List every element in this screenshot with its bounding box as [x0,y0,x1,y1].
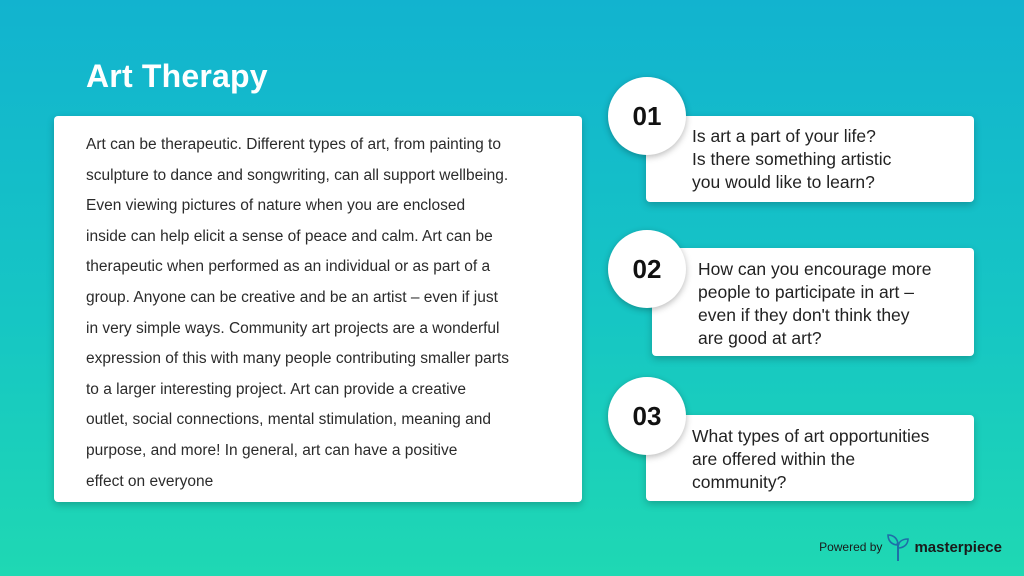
body-line: sculpture to dance and songwriting, can all support wellbeing. [86,166,509,184]
powered-by-badge[interactable] [819,532,1002,562]
body-line: group. Anyone can be creative and be an artist – even if just [86,288,498,306]
question-line: How can you encourage more [698,259,932,279]
question-line: Is art a part of your life? [692,126,876,146]
body-line: Even viewing pictures of nature when you are enclosed [86,197,466,215]
question-line: Is there something artistic [692,149,892,169]
question-line: are good at art? [698,328,822,348]
question-text-3 [692,425,929,494]
question-number-1: 01 [608,77,686,155]
question-line: community? [692,472,787,492]
powered-by-label: Powered by [819,540,883,554]
masterpiece-sprout-icon [886,532,910,562]
question-line: are offered within the [692,449,856,469]
question-card-2 [652,248,974,356]
brand-name: masterpiece [914,538,1002,556]
body-text [86,130,566,497]
body-line: to a larger interesting project. Art can provide a creative [86,380,466,398]
question-line: people to participate in art – [698,282,914,302]
body-line: expression of this with many people contributing smaller parts [86,350,510,368]
body-text-card [54,116,582,502]
question-number-2: 02 [608,230,686,308]
question-number-3: 03 [608,377,686,455]
body-line: outlet, social connections, mental stimulation, meaning and [86,411,491,429]
body-line: in very simple ways. Community art projects are a wonderful [86,319,500,337]
question-line: What types of art opportunities [692,426,930,446]
body-line: Art can be therapeutic. Different types of art, from painting to [86,136,501,153]
question-card-1 [646,116,974,202]
body-line: effect on everyone [86,472,214,490]
question-text-1 [692,125,891,194]
body-line: purpose, and more! In general, art can have a positive [86,441,458,459]
body-line: inside can help elicit a sense of peace and calm. Art can be [86,227,493,245]
slide-title: Art Therapy [86,58,268,94]
question-line: even if they don't think they [698,305,910,325]
question-line: you would like to learn? [692,172,875,192]
question-card-3 [646,415,974,501]
body-line: therapeutic when performed as an individual or as part of a [86,258,491,276]
question-text-2 [698,258,931,350]
